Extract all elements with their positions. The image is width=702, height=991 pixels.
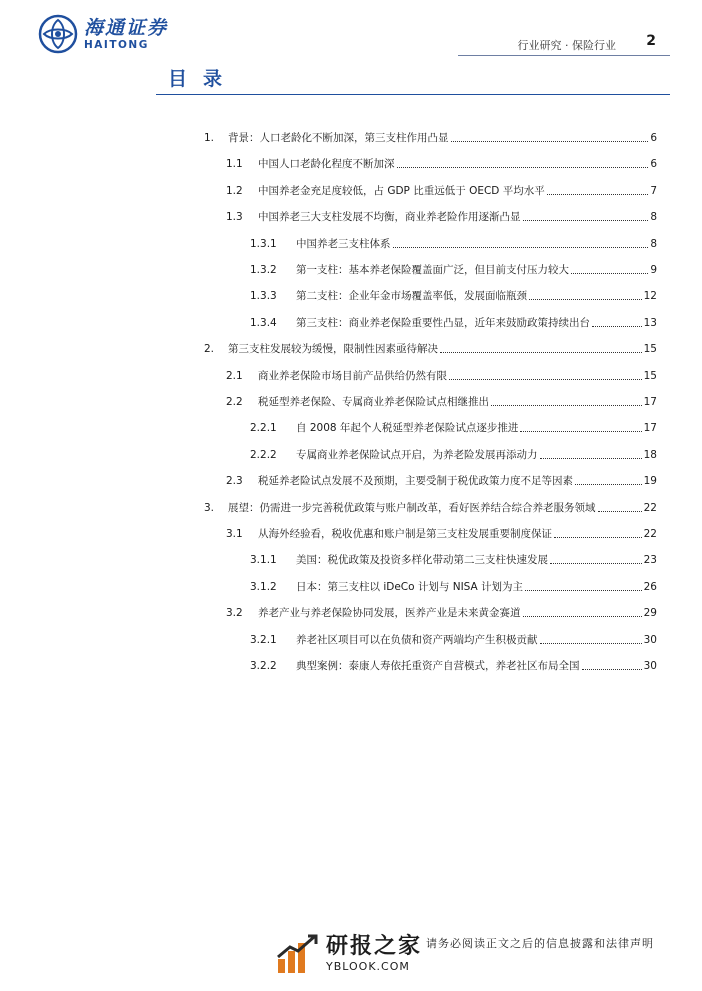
toc-leader-dots: [491, 405, 642, 406]
toc-entry-title: 养老社区项目可以在负债和资产两端均产生积极贡献: [296, 633, 538, 646]
toc-entry-number: 3.2.1: [250, 633, 277, 646]
toc-entry-page: 15: [643, 369, 657, 382]
toc-entry-number: 1.3.4: [250, 316, 277, 329]
toc-entry-title: 税延养老险试点发展不及预期，主要受制于税优政策力度不足等因素: [258, 475, 573, 488]
toc-entry-title: 商业养老保险市场目前产品供给仍然有限: [258, 369, 447, 382]
toc-entry-number: 2.2.2: [250, 448, 277, 461]
toc-entry-page: 6: [650, 132, 657, 144]
toc-entry[interactable]: [204, 127, 657, 145]
report-category: 行业研究 · 保险行业: [517, 39, 616, 52]
toc-entry-number: 2.: [204, 343, 215, 356]
toc-entry[interactable]: [204, 338, 657, 356]
toc-entry[interactable]: [250, 285, 657, 303]
toc-leader-dots: [397, 167, 649, 168]
toc-entry-title: 从海外经验看，税收优惠和账户制是第三支柱发展重要制度保证: [258, 528, 552, 540]
toc-entry-page: 19: [643, 475, 657, 488]
watermark-chinese: 研报之家: [326, 934, 423, 959]
toc-entry-number: 3.: [204, 501, 215, 514]
toc-entry-number: 1.1: [226, 158, 243, 171]
toc-leader-dots: [525, 590, 642, 591]
toc-entry-number: 3.2.2: [250, 660, 277, 672]
toc-entry-page: 18: [643, 448, 657, 461]
toc-entry-page: 22: [643, 528, 657, 540]
toc-entry-number: 3.1.1: [250, 554, 277, 567]
watermark-url: YBLOOK.COM: [326, 960, 410, 973]
toc-entry[interactable]: [226, 153, 657, 171]
toc-entry-page: 6: [650, 158, 657, 171]
toc-entry-title: 美国：税优政策及投资多样化带动第二三支柱快速发展: [296, 554, 548, 567]
toc-entry-number: 2.3: [226, 475, 243, 488]
toc-entry-title: 中国养老三支柱体系: [296, 237, 391, 250]
toc-entry-title: 展望：仍需进一步完善税优政策与账户制改革，看好医养结合综合养老服务领域: [228, 501, 596, 514]
toc-entry-title: 自 2008 年起个人税延型养老保险试点逐步推进: [296, 422, 519, 435]
toc-entry[interactable]: [250, 655, 657, 673]
toc-leader-dots: [440, 352, 642, 353]
toc-entry[interactable]: [226, 470, 657, 488]
toc-entry-number: 2.2.1: [250, 422, 277, 435]
toc-entry-number: 1.: [204, 132, 215, 144]
toc-entry-number: 1.2: [226, 184, 243, 197]
page-number: 2: [646, 33, 656, 49]
toc-entry-page: 12: [643, 290, 657, 303]
toc-entry-title: 中国养老三大支柱发展不均衡，商业养老险作用逐渐凸显: [258, 211, 521, 224]
toc-entry-page: 13: [643, 316, 657, 329]
toc-leader-dots: [598, 511, 642, 512]
toc-entry-page: 29: [643, 607, 657, 620]
toc-entry[interactable]: [204, 497, 657, 515]
toc-entry-page: 15: [643, 343, 657, 356]
bar-chart-logo-icon: [276, 933, 320, 975]
toc-entry-page: 22: [643, 501, 657, 514]
toc-entry-number: 1.3.2: [250, 264, 277, 276]
toc-leader-dots: [393, 247, 649, 248]
toc-entry[interactable]: [250, 312, 657, 330]
toc-leader-dots: [554, 537, 642, 538]
toc-entry[interactable]: [250, 629, 657, 647]
toc-entry-page: 7: [650, 184, 657, 197]
toc-leader-dots: [571, 273, 648, 274]
toc-heading: 目录: [168, 68, 239, 90]
toc-entry-page: 23: [643, 554, 657, 567]
toc-entry-number: 2.1: [226, 369, 243, 382]
watermark: [276, 933, 422, 975]
toc-entry-title: 背景：人口老龄化不断加深，第三支柱作用凸显: [228, 132, 449, 144]
toc-entry-page: 30: [643, 660, 657, 672]
toc-entry-title: 税延型养老保险、专属商业养老保险试点相继推出: [258, 396, 489, 408]
toc-entry-page: 30: [643, 633, 657, 646]
toc-entry[interactable]: [226, 365, 657, 383]
toc-entry-page: 17: [643, 396, 657, 408]
toc-entry-number: 3.1.2: [250, 580, 277, 593]
legal-disclaimer: 请务必阅读正文之后的信息披露和法律声明: [426, 937, 654, 950]
toc-leader-dots: [582, 669, 642, 670]
toc-entry-title: 第一支柱：基本养老保险覆盖面广泛，但目前支付压力较大: [296, 264, 569, 276]
toc-entry[interactable]: [250, 444, 657, 462]
toc-entry[interactable]: [250, 417, 657, 435]
toc-entry-page: 9: [650, 264, 657, 276]
toc-entry-number: 3.2: [226, 607, 243, 620]
toc-entry-title: 第三支柱发展较为缓慢，限制性因素亟待解决: [228, 343, 438, 356]
toc-leader-dots: [547, 194, 649, 195]
toc-leader-dots: [451, 141, 649, 142]
toc-entry-number: 1.3.3: [250, 290, 277, 303]
toc-entry-page: 17: [643, 422, 657, 435]
toc-entry-number: 1.3: [226, 211, 243, 224]
toc-entry-page: 8: [650, 211, 657, 224]
toc-entry-number: 3.1: [226, 528, 243, 540]
toc-entry-page: 26: [643, 580, 657, 593]
toc-leader-dots: [575, 484, 642, 485]
toc-leader-dots: [529, 299, 642, 300]
toc-entry[interactable]: [226, 206, 657, 224]
toc-leader-dots: [523, 220, 649, 221]
toc-entry-title: 日本：第三支柱以 iDeCo 计划与 NISA 计划为主: [296, 580, 524, 593]
toc-entry-title: 典型案例：泰康人寿依托重资产自营模式，养老社区布局全国: [296, 660, 580, 672]
toc-entry[interactable]: [250, 259, 657, 277]
toc-entry-page: 8: [650, 237, 657, 250]
toc-entry-title: 专属商业养老保险试点开启，为养老险发展再添动力: [296, 448, 538, 461]
logo-english-name: HAITONG: [84, 39, 149, 51]
toc-entry[interactable]: [226, 523, 657, 541]
toc-entry-title: 养老产业与养老保险协同发展，医养产业是未来黄金赛道: [258, 607, 521, 620]
toc-entry[interactable]: [250, 233, 657, 251]
toc-entry-title: 第二支柱：企业年金市场覆盖率低，发展面临瓶颈: [296, 290, 527, 303]
toc-leader-dots: [540, 643, 642, 644]
toc-leader-dots: [523, 616, 642, 617]
toc-leader-dots: [520, 431, 641, 432]
toc-leader-dots: [550, 563, 642, 564]
toc-leader-dots: [449, 379, 642, 380]
toc-entry[interactable]: [250, 549, 657, 567]
toc-entry-title: 中国养老金充足度较低，占 GDP 比重远低于 OECD 平均水平: [258, 184, 545, 197]
toc-entry-title: 第三支柱：商业养老保险重要性凸显，近年来鼓励政策持续出台: [296, 316, 590, 329]
toc-entry-number: 1.3.1: [250, 237, 277, 250]
toc-entry[interactable]: [250, 576, 657, 594]
toc-leader-dots: [592, 326, 642, 327]
toc-entry[interactable]: [226, 602, 657, 620]
toc-leader-dots: [540, 458, 642, 459]
toc-entry[interactable]: [226, 180, 657, 198]
logo-chinese-name: 海通证券: [84, 17, 169, 39]
toc-entry-title: 中国人口老龄化程度不断加深: [258, 158, 395, 171]
toc-entry-number: 2.2: [226, 396, 243, 408]
toc-entry[interactable]: [226, 391, 657, 409]
